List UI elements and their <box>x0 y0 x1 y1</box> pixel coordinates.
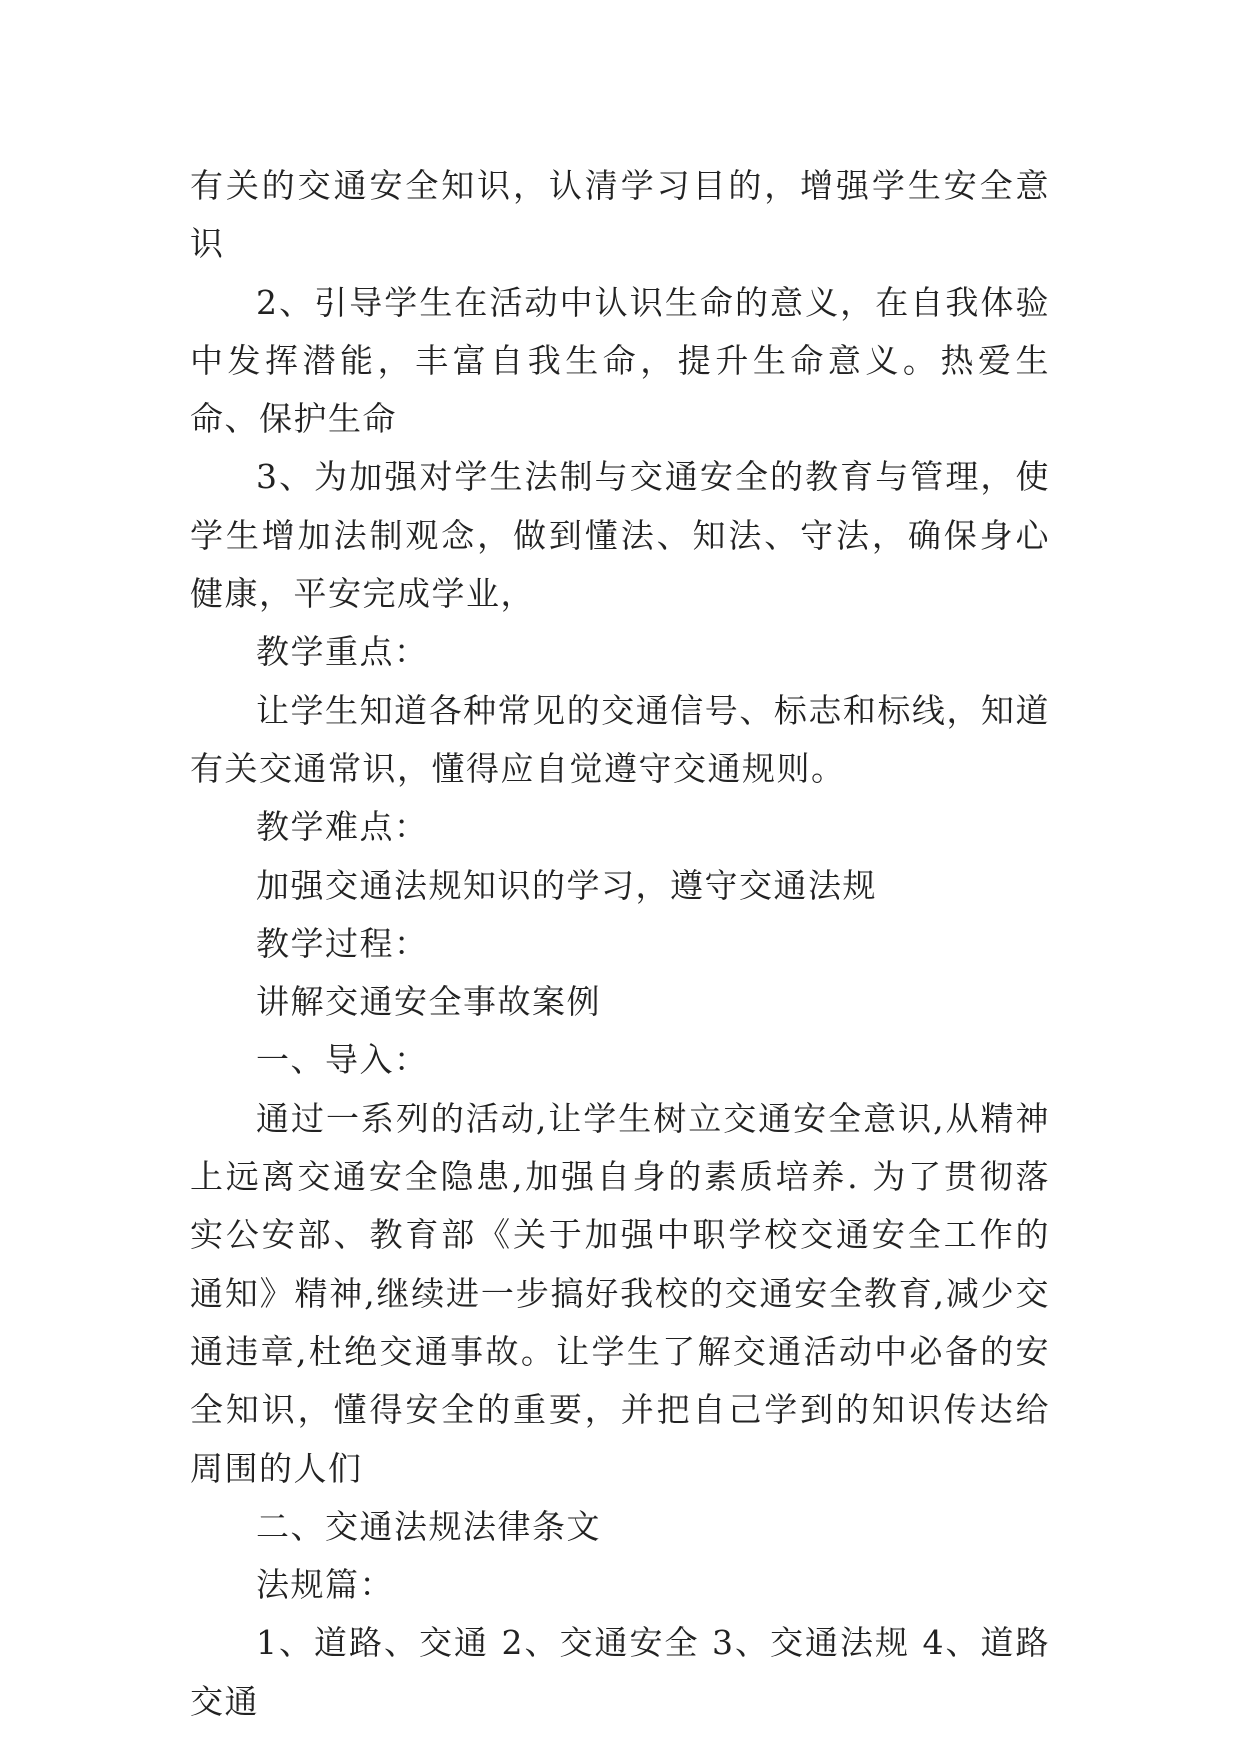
section-heading: 二、交通法规法律条文 <box>256 1506 601 1546</box>
paragraph: 2、引导学生在活动中认识生命的意义，在自我体验中发挥潜能，丰富自我生命，提升生命意义。热爱生命、保护生命 <box>190 282 1050 439</box>
paragraph: 讲解交通安全事故案例 <box>256 982 601 1022</box>
section-heading: 教学重点： <box>256 632 429 672</box>
paragraph: 加强交通法规知识的学习，遵守交通法规 <box>256 865 877 905</box>
paragraph: 通过一系列的活动,让学生树立交通安全意识,从精神上远离交通安全隐患,加强自身的素质培养. 为了贯彻落实公安部、教育部《关于加强中职学校交通安全工作的通知》精神,继续进一步搞好我校的交通安全教育,减少交通违章,杜绝交通事故。让学生了解交通活动中必备的安全知识，懂得安全的重要，并把自己学到的知识传达给周围的人们 <box>190 1098 1050 1488</box>
paragraph: 1、道路、交通 2、交通安全 3、交通法规 4、道路交通 <box>190 1623 1050 1721</box>
document-body <box>190 157 1050 1731</box>
section-heading: 法规篇： <box>256 1565 394 1605</box>
paragraph: 有关的交通安全知识，认清学习目的，增强学生安全意识 <box>190 166 1050 264</box>
section-heading: 一、导入： <box>256 1040 429 1080</box>
section-heading: 教学过程： <box>256 923 429 963</box>
paragraph: 让学生知道各种常见的交通信号、标志和标线，知道有关交通常识，懂得应自觉遵守交通规则。 <box>190 690 1050 788</box>
paragraph: 3、为加强对学生法制与交通安全的教育与管理，使学生增加法制观念，做到懂法、知法、守法，确保身心健康，平安完成学业， <box>190 457 1050 614</box>
section-heading: 教学难点： <box>256 807 429 847</box>
